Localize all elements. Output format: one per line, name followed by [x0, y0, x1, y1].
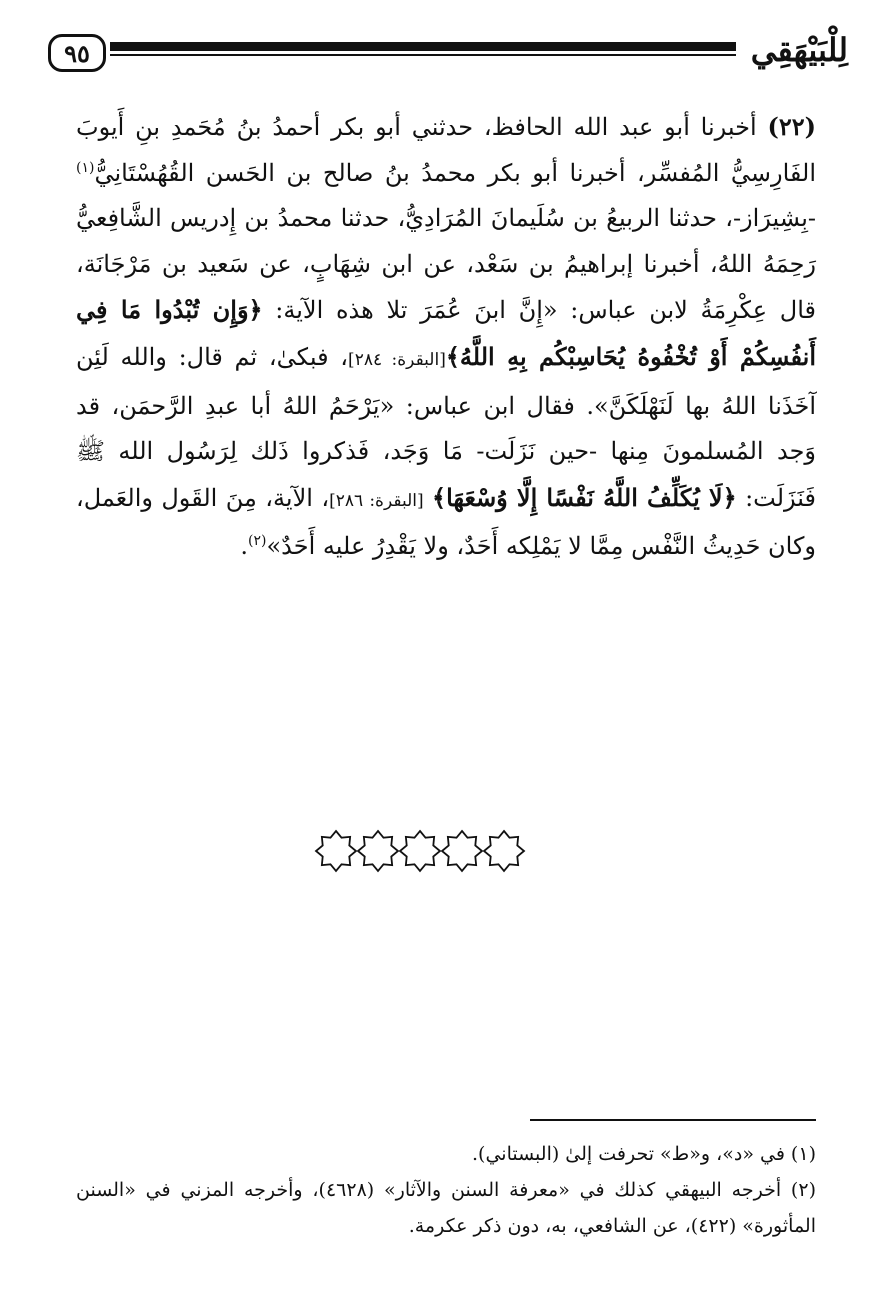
verse-reference-1: [البقرة: ٢٨٤]: [348, 349, 446, 370]
star-icon: [442, 831, 482, 871]
hadith-text-part-4: ، الآية، مِنَ القَول والعَمل، وكان حَدِيثُ النَّفْس مِمَّا لا يَمْلِكه أَحَدٌ، ولا يَقْدِرُ عليه أَحَدٌ»: [76, 483, 816, 561]
footnote-1: (١) في «د»، و«ط» تحرفت إلىٰ (البستاني).: [472, 1143, 816, 1165]
star-icon: [316, 831, 356, 871]
page-header: [48, 28, 848, 84]
footnote-marker-2[interactable]: (٢): [248, 533, 267, 550]
star-icon: [484, 831, 524, 871]
footnote-separator: [530, 1119, 816, 1121]
quran-verse-2: ﴿لَا يُكَلِّفُ اللَّهُ نَفْسًا إِلَّا وُسْعَهَا﴾: [432, 482, 737, 512]
hadith-chain-text: أخبرنا أبو عبد الله الحافظ، حدثني أبو بكر أحمدُ بنُ مُحَمدِ بنِ أَيوبَ الفَارِسِيُّ المُفسِّر، أخبرنا أبو بكر محمدُ بنُ صالح بن الحَسن القُهُسْتَانِيُّ: [76, 113, 816, 187]
hadith-end: .: [240, 532, 248, 561]
hadith-text-part-3: ، فبكىٰ، ثم قال: والله لَئِن آخَذَنا اللهُ بها لَنَهْلَكَنَّ». فقال ابن عباس: «يَرْحَمُ اللهُ أبا عبدِ الرَّحمَن، قد وَجد المُسلمونَ مِنها -حين نَزَلَت- مَا وَجَد، فَذكروا ذَلك لِرَسُول الله ﷺ فَنَزَلَت:: [76, 342, 816, 512]
hadith-text-part-2: -بِشِيرَاز-، حدثنا الربيعُ بن سُلَيمانَ المُرَادِيُّ، حدثنا محمدُ بن إِدريس الشَّافِعيُّ رَحِمَهُ اللهُ، أخبرنا إبراهيمُ بن سَعْد، عن ابن شِهَابٍ، عن سَعيد بن مَرْجَانَة، قال عِكْرِمَةُ لابن عباس: «إِنَّ ابنَ عُمَرَ تلا هذه الآية:: [76, 204, 816, 325]
hadith-text: [76, 104, 816, 570]
verse-reference-2: [البقرة: ٢٨٦]: [329, 490, 424, 511]
running-title: لِلْبَيْهَقِي: [750, 31, 848, 69]
page-number: ٩٥: [48, 34, 106, 72]
star-icon: [358, 831, 398, 871]
section-divider-ornament: [314, 828, 526, 874]
star-icon: [400, 831, 440, 871]
quran-verse-1: ﴿وَإِن تُبْدُوا مَا فِي أَنفُسِكُمْ أَوْ تُخْفُوهُ يُحَاسِبْكُم بِهِ اللَّهُ﴾: [76, 295, 816, 371]
hadith-number: (٢٢): [767, 112, 816, 141]
header-rule: [110, 42, 736, 56]
footnote-2: (٢) أخرجه البيهقي كذلك في «معرفة السنن والآثار» (٤٦٢٨)، وأخرجه المزني في «السنن المأثورة» (٤٢٢)، عن الشافعي، به، دون ذكر عكرمة.: [76, 1179, 816, 1237]
footnote-marker-1[interactable]: (١): [76, 159, 95, 176]
footnotes: [76, 1136, 816, 1244]
